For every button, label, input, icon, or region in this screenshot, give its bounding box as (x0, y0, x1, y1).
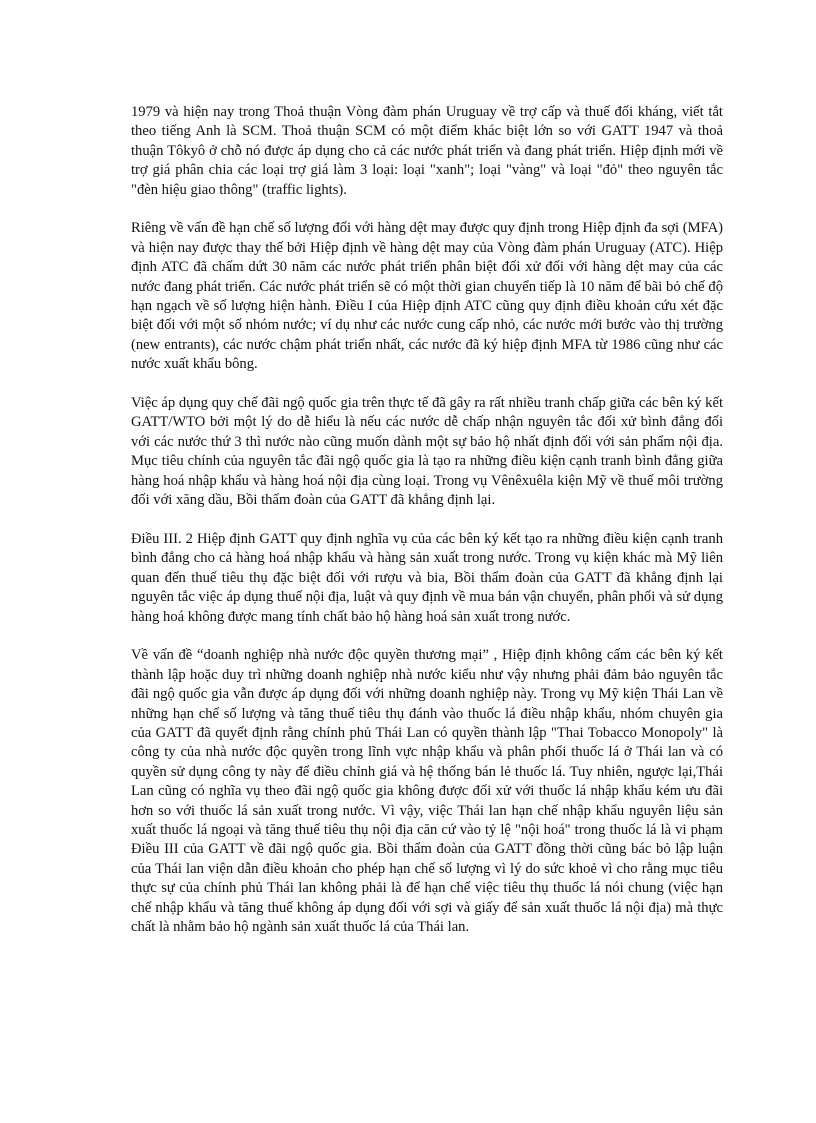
document-body (131, 103, 723, 957)
paragraph-scm-agreement: 1979 và hiện nay trong Thoả thuận Vòng đàm phán Uruguay về trợ cấp và thuế đối kháng, viết tắt theo tiếng Anh là SCM. Thoả thuận SCM có một điểm khác biệt lớn so với GATT 1947 và thoả thuận Tôkyô ở chỗ nó được áp dụng cho cả các nước phát triển và đang phát triển. Hiệp định mới về trợ giá phân chia các loại trợ giá làm 3 loại: loại "xanh"; loại "vàng" và loại "đỏ" theo nguyên tắc "đèn hiệu giao thông" (traffic lights). (131, 104, 723, 198)
paragraph-textile-quotas: Riêng về vấn đề hạn chế số lượng đối với hàng dệt may được quy định trong Hiệp định đa sợi (MFA) và hiện nay được thay thế bởi Hiệp định về hàng dệt may của Vòng đàm phán Uruguay (ATC). Hiệp định ATC đã chấm dứt 30 năm các nước phát triển phân biệt đối xử đối với hàng dệt may của các nước đang phát triển. Các nước phát triển sẽ có một thời gian chuyển tiếp là 10 năm để bãi bỏ chế độ hạn ngạch về số lượng hiện hành. Điều I của Hiệp định ATC cũng quy định điều khoản cứu xét đặc biệt đối với một số nhóm nước; ví dụ như các nước cung cấp nhỏ, các nước mới bước vào thị trường (new entrants), các nước chậm phát triển nhất, các nước đã ký hiệp định MFA từ 1986 cũng như các nước xuất khẩu bông. (131, 220, 723, 373)
paragraph-article-iii-2: Điều III. 2 Hiệp định GATT quy định nghĩa vụ của các bên ký kết tạo ra những điều kiện cạnh tranh bình đẳng cho cả hàng hoá nhập khẩu và hàng sản xuất trong nước. Trong vụ kiện khác mà Mỹ liên quan đến thuế tiêu thụ đặc biệt đối với rượu và bia, Bồi thẩm đoàn của GATT đã khẳng định lại nguyên tắc việc áp dụng thuế nội địa, luật và quy định về mua bán vận chuyển, phân phối và sử dụng hàng hoá không được mang tính chất bảo hộ hàng hoá sản xuất trong nước. (131, 530, 723, 625)
paragraph-state-trading-monopoly: Về vấn đề “doanh nghiệp nhà nước độc quyền thương mại” , Hiệp định không cấm các bên ký kết thành lập hoặc duy trì những doanh nghiệp nhà nước kiểu như vậy nhưng phải đảm bảo nguyên tắc đãi ngộ quốc gia vẫn được áp dụng đối với những doanh nghiệp này. Trong vụ Mỹ kiện Thái Lan về những hạn chế số lượng và tăng thuế tiêu thụ đánh vào thuốc lá điều nhập khẩu, nhóm chuyên gia của GATT đã quyết định rằng chính phủ Thái Lan có quyền thành lập "Thai Tobacco Monopoly" là công ty của nhà nước độc quyền trong lĩnh vực nhập khẩu và phân phối thuốc lá ở Thái lan và có quyền sử dụng công ty này để điều chỉnh giá và hệ thống bán lẻ thuốc lá. Tuy nhiên, ngược lại,Thái Lan cũng có nghĩa vụ theo đãi ngộ quốc gia không được đối xử với thuốc lá nhập khẩu kém ưu đãi hơn so với thuốc lá sản xuất trong nước. Vì vậy, việc Thái lan hạn chế nhập khẩu nguyên liệu sản xuất thuốc lá ngoại và tăng thuế tiêu thụ nội địa căn cứ vào tỷ lệ "nội hoá" trong thuốc lá là vi phạm Điều III của GATT về đãi ngộ quốc gia. Bồi thẩm đoàn của GATT đồng thời cũng bác bỏ lập luận của Thái lan viện dẫn điều khoản cho phép hạn chế số lượng vì lý do sức khoẻ vì cho rằng mục tiêu thực sự của chính phủ Thái lan không phải là để hạn chế việc tiêu thụ thuốc lá nói chung (việc hạn chế nhập khẩu và tăng thuế không áp dụng đối với sợi và giấy để sản xuất thuốc lá nội địa) mà thực chất là nhằm bảo hộ ngành sản xuất thuốc lá của Thái lan. (131, 647, 723, 935)
paragraph-national-treatment: Việc áp dụng quy chế đãi ngộ quốc gia trên thực tế đã gây ra rất nhiều tranh chấp giữa các bên ký kết GATT/WTO bởi một lý do dễ hiểu là nếu các nước dễ chấp nhận nguyên tắc đối xử bình đẳng đối với các nước thứ 3 thì nước nào cũng muốn dành một sự bảo hộ nhất định đối với sản phẩm nội địa. Mục tiêu chính của nguyên tắc đãi ngộ quốc gia là tạo ra những điều kiện cạnh tranh bình đẳng giữa hàng hoá nhập khẩu và hàng hoá nội địa cùng loại. Trong vụ Vênêxuêla kiện Mỹ về thuế môi trường đối với xăng dầu, Bồi thẩm đoàn của GATT đã khẳng định lại. (131, 395, 723, 509)
